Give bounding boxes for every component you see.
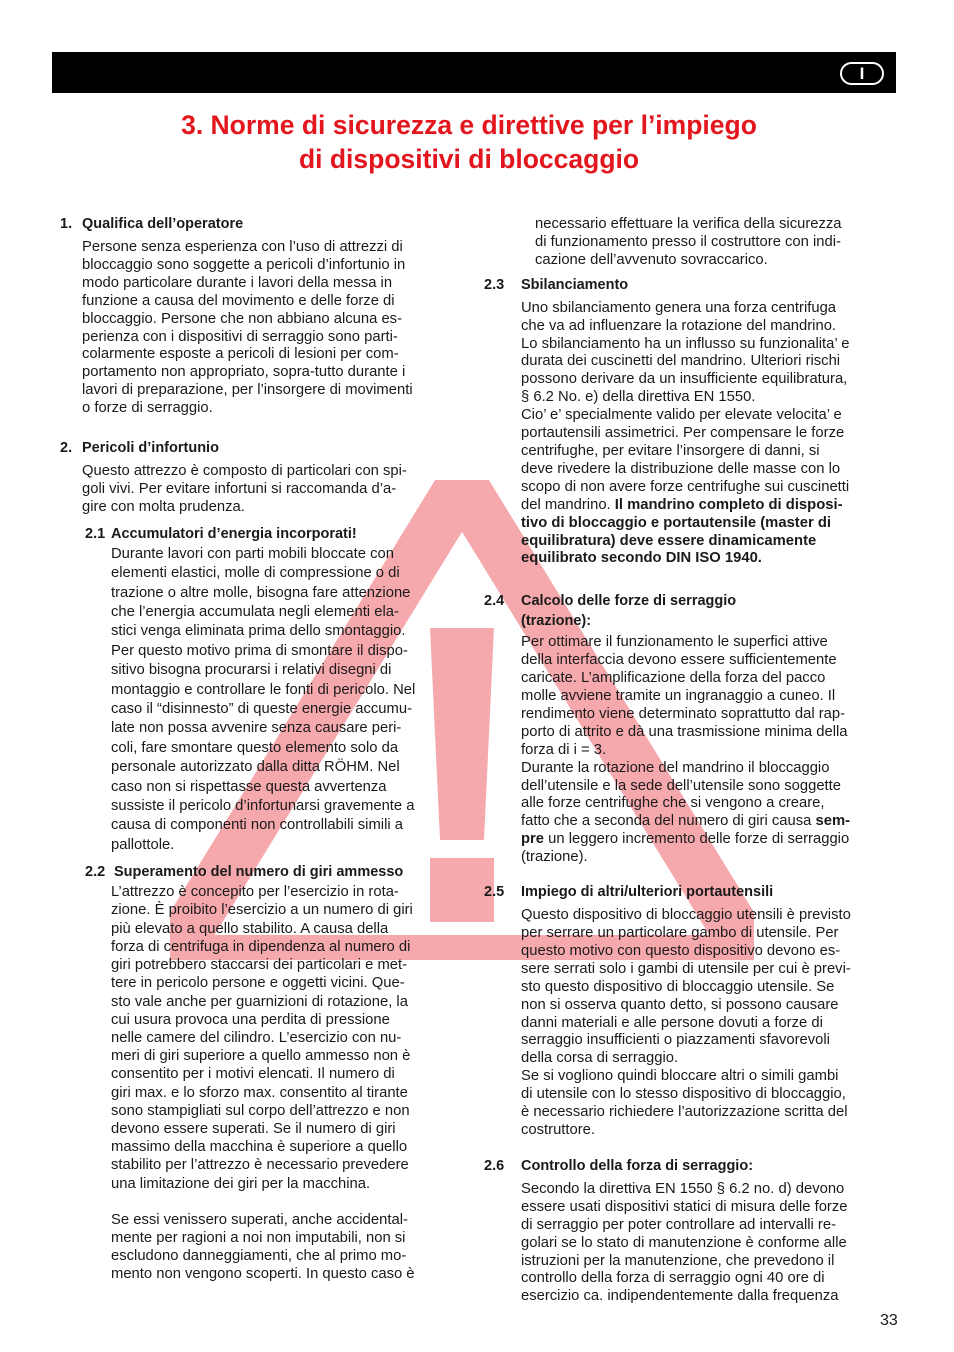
text-line-bold: equilibrato secondo DIN ISO 1940. [521,550,762,567]
subsection-title: Impiego di altri/ulteriori portautensili [521,884,774,901]
text-line: Secondo la direttiva EN 1550 § 6.2 no. d) devono [521,1180,845,1197]
subsection-heading [60,863,460,882]
subsection-number: 2.2 [85,864,106,881]
subsection-heading [484,883,896,902]
left-column [60,215,460,1284]
text-line: Per questo motivo prima di smontare il dispo- [111,642,408,659]
text-line: funzione a causa del movimento e delle forze di [82,292,395,309]
text-line: zione. È proibito l’esercizio a un numero di giri [111,902,413,919]
text-line: Se essi venissero superati, anche accidental- [111,1211,408,1228]
subsection-body [521,634,896,867]
text-line: istruzioni per la manutenzione, che prevedono il [521,1252,835,1269]
text-bold: Il mandrino completo di disposi- [614,496,843,513]
text-line: durata dei cuscinetti del mandrino. Ulteriori rischi [521,353,841,370]
text-line: portamento non appropriato, sopra-tutto durante i [82,364,406,381]
text-line: meri di giri superiore a quello ammesso non è [111,1048,411,1065]
text-line [521,813,896,831]
text-line: giri potrebbero staccarsi dei particolari e met- [111,957,408,974]
page-title-line-1: 3. Norme di sicurezza e direttive per l’impiego [181,110,757,140]
text-line: golari se lo stato di manutenzione è conforme alle [521,1234,847,1251]
section-number: 1. [60,216,73,232]
subsection-heading [484,276,896,295]
section-body [82,463,460,517]
text-line: Per ottimare il funzionamento le superfici attive [521,634,828,651]
text-line: costruttore. [521,1121,596,1138]
subsection-number: 2.1 [85,525,106,542]
text-line: gire con molta prudenza. [82,498,245,515]
text-line: dell’utensile e la sede dell’utensile sono soggette [521,777,841,794]
text-line: rendimento viene determinato soprattutto dal rap- [521,705,846,722]
text-line: di funzionamento presso il costruttore con indi- [535,233,841,250]
subsection-heading [484,591,896,631]
text-line: necessario effettuare la verifica della sicurezza [535,216,842,232]
text-plain: del mandrino. [521,496,615,513]
text-line: sitivo bisogna procurarsi i relativi disegni di [111,662,392,679]
section-heading [60,439,460,458]
text-line: Questo attrezzo è composto di particolari con spi- [82,463,407,480]
text-line: mento non vengono scoperti. In questo caso è [111,1266,415,1283]
text-line: modo particolare durante i lavori della messa in [82,274,393,291]
text-line: tere in pericolo persone e oggetti vicini. Que- [111,975,405,992]
text-line: Durante la rotazione del mandrino il bloccaggio [521,759,830,776]
section-body [82,239,460,418]
subsection-heading [484,1157,896,1176]
text-line: massimo della macchina è superiore a quello [111,1139,408,1156]
text-line: giri max. e lo sforzo max. consentito al tirante [111,1084,408,1101]
header-bar [52,52,896,93]
text-line: sono stampigliati sul corpo dell’attrezzo e non [111,1102,410,1119]
text-line-bold: tivo di bloccaggio e portautensile (master di [521,514,831,531]
text-line: più elevato a quello stabilito. A causa della [111,920,389,937]
text-line: causa di componenti non controllabili simili a [111,817,403,834]
text-line: molle avviene tramite un ingranaggio a cuneo. Il [521,688,836,705]
text-plain: fatto che a seconda del numero di giri causa [521,813,816,830]
section-title: Pericoli d’infortunio [82,440,219,457]
subsection-number: 2.3 [484,276,505,293]
text-line: mente per ragioni a noi non imputabili, non si [111,1229,406,1246]
text-line: una limitazione dei giri per la macchina. [111,1175,371,1192]
text-line: sto questo dispositivo di bloccaggio utensile. Se [521,978,835,995]
text-line: Lo sbilanciamento ha un influsso su funzionalita’ e [521,335,850,352]
subsection-number: 2.6 [484,1157,505,1174]
text-line: danni materiali e alle persone dovuti a forze di [521,1014,823,1031]
text-line: della interfaccia devono essere sufficientemente [521,652,837,669]
text-line: consentito per i motivi elencati. Il numero di [111,1066,395,1083]
text-line: forza di i = 3. [521,741,607,758]
subsection-title: Calcolo delle forze di serraggio [521,593,737,610]
text-line: Questo dispositivo di bloccaggio utensili è previsto [521,907,851,924]
text-line: Cio’ e’ specialmente valido per elevate velocita’ e [521,407,842,424]
text-line: cui usura provoca una perdita di pressione [111,1011,390,1028]
text-line: non si osserva quanto detto, si possono causare [521,996,839,1013]
subsection-number: 2.4 [484,593,505,610]
text-line: essere usati dispositivi statici di misura delle forze [521,1198,848,1215]
text-line: (trazione). [521,849,588,866]
text-line: late non possa avvenire senza causare peri- [111,720,402,737]
text-line: devono essere superati. Se il numero di giri [111,1120,396,1137]
text-line: coli, fare smontare questo elemento solo da [111,739,399,756]
text-line: pallottole. [111,836,175,853]
text-line: di serraggio per poter controllare ad intervalli re- [521,1216,836,1233]
text-line: scopo di non avere forze centrifughe sui cuscinetti [521,478,850,495]
text-line: Uno sbilanciamento genera una forza centrifuga [521,299,837,316]
section-heading [60,215,460,234]
text-line: che va ad influenzare la rotazione del mandrino. [521,317,837,334]
text-bold: sem- [815,813,851,830]
text-line: Durante lavori con parti mobili bloccate con [111,545,394,562]
text-line: caricate. L’amplificazione della forza del pacco [521,670,826,687]
text-line: cazione dell’avvenuto sovraccarico. [535,251,768,268]
text-line: forza di centrifuga in dipendenza al numero di [111,938,411,955]
text-line [521,831,896,849]
text-line: della corsa di serraggio. [521,1050,679,1067]
text-line: montaggio e controllare le fonti di pericolo. Nel [111,681,416,698]
text-line: centrifughe, per evitare l’insorgere di danni, si [521,442,820,459]
text-line: caso non si rispettasse questa avvertenza [111,778,387,795]
page-number: 33 [880,1312,898,1329]
subsection-body [111,883,460,1283]
text-line: di utensile con lo stesso dispositivo di bloccaggio, [521,1086,846,1103]
subsection-body [111,545,460,856]
text-line: è necessario richiedere l’autorizzazione scritta del [521,1104,848,1121]
text-line: sussiste il pericolo d’infortunarsi gravemente a [111,798,415,815]
text-line: per serrare un particolare gambo di utensile. Per [521,925,839,941]
subsection-title: Accumulatori d’energia incorporati! [111,525,357,542]
text-line: questo motivo con questo dispositivo devono es- [521,942,841,959]
text-line-bold: equilibratura) deve essere dinamicamente [521,532,817,549]
text-plain: un leggero incremento delle forze di serraggio [544,831,850,848]
subsection-body [521,1181,896,1306]
right-column [484,216,896,1306]
text-line: escludono danneggiamenti, che al primo mo- [111,1248,407,1265]
text-line: lavori di preparazione, per l’insorgere di movimenti [82,382,413,399]
text-line: che l’energia accumulata negli elementi ela- [111,604,399,620]
text-line: porto di attrito e dà una trasmissione minima della [521,723,848,740]
text-line: controllo della forza di serraggio ogni 40 ore di [521,1270,825,1287]
text-line: stabilito per l’attrezzo è necessario prevedere [111,1157,409,1174]
text-line: portautensili assimetrici. Per compensare le forze [521,425,845,442]
subsection-number: 2.5 [484,884,505,901]
page-title [0,108,938,176]
subsection-title: Sbilanciamento [521,276,629,293]
text-line: possono derivare da un insufficiente equilibratura, [521,371,848,388]
text-line: stici venga eliminata prima dello smontaggio. [111,623,406,640]
page-title-line-2: di dispositivi di bloccaggio [298,144,640,174]
subsection-title: (trazione): [521,613,592,630]
subsection-body [521,907,896,1140]
text-line: o forze di serraggio. [82,400,213,417]
text-line: bloccaggio sono soggette a pericoli d’infortunio in [82,256,406,273]
language-badge: I [840,62,884,85]
text-line: personale autorizzato dalla ditta RÖHM. Nel [111,759,400,776]
text-line: serraggio insufficienti o piazzamenti sfavorevoli [521,1032,830,1049]
text-line: perienza con i dispositivi di serraggio sono parti- [82,328,398,345]
subsection-body [521,300,896,569]
text-line: sto vale anche per guarnizioni di rotazione, la [111,993,408,1010]
text-line: bloccaggio. Persone che non abbiano alcuna es- [82,310,403,327]
text-line: nelle camere del cilindro. L’esercizio con nu- [111,1029,402,1046]
text-line: elementi elastici, molle di compressione o di [111,565,400,582]
text-line: goli vivi. Per evitare infortuni si raccomanda d’a- [82,480,397,497]
text-line: § 6.2 No. e) della direttiva EN 1550. [521,389,756,406]
subsection-title: Superamento del numero di giri ammesso [114,864,404,881]
text-line: alle forze centrifughe che si vengono a creare, [521,795,825,812]
continued-text [535,216,896,270]
text-line: caso il “disinnesto” di queste energie accumu- [111,701,413,718]
text-line: L’attrezzo è concepito per l’esercizio in rota- [111,884,399,901]
text-line: trazione o altre molle, bisogna fare attenzione [111,584,411,601]
text-line [521,497,896,515]
text-line: esercizio ca. indipendentemente dalla frequenza [521,1288,839,1305]
text-line: Se si vogliono quindi bloccare altri o simili gambi [521,1068,839,1085]
subsection-heading [60,525,460,544]
text-line: sere serrati solo i gambi di utensile per cui è previ- [521,960,851,977]
text-line: deve rivedere la distribuzione delle masse con lo [521,460,841,477]
section-number: 2. [60,440,73,457]
subsection-title: Controllo della forza di serraggio: [521,1157,754,1174]
section-title: Qualifica dell’operatore [82,216,244,232]
text-bold: pre [521,831,545,848]
text-line: Persone senza esperienza con l’uso di attrezzi di [82,239,403,255]
text-line: colarmente esposte a pericoli di lesioni per com- [82,346,399,363]
